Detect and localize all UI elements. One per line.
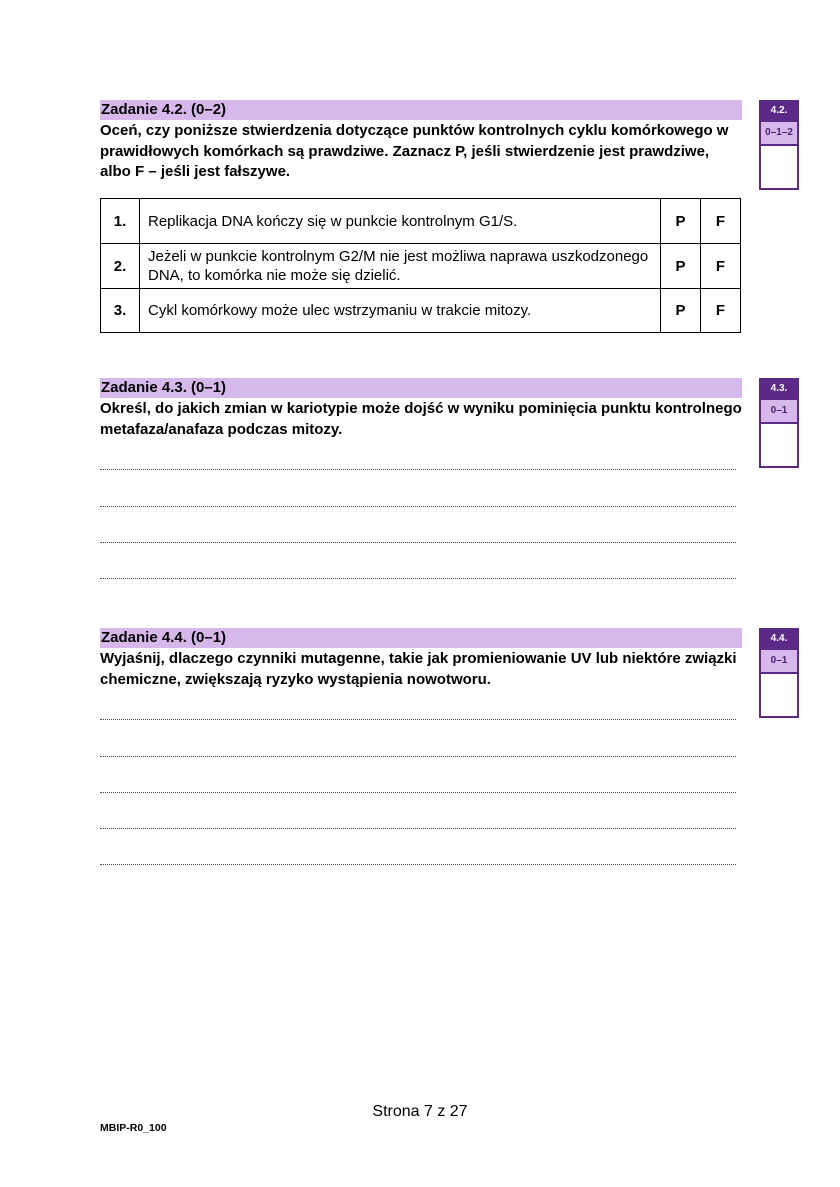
answer-line[interactable] (100, 506, 736, 507)
statement-text: Replikacja DNA kończy się w punkcie kontrolnym G1/S. (140, 199, 661, 244)
answer-line[interactable] (100, 542, 736, 543)
answer-line[interactable] (100, 719, 736, 720)
statement-number: 2. (101, 244, 140, 289)
task-instruction: Oceń, czy poniższe stwierdzenia dotyczące punktów kontrolnych cyklu komórkowego w prawidłowych komórkach są prawdziwe. Zaznacz P, jeśli stwierdzenie jest prawdziwe, albo F – jeśli jest fałszywe. (100, 122, 729, 180)
task-4-2 (100, 100, 742, 183)
score-points: 0–1–2 (759, 122, 799, 144)
task-instruction: Określ, do jakich zmian w kariotypie może dojść w wyniku pominięcia punktu kontrolnego metafaza/anafaza podczas mitozy. (100, 400, 742, 438)
option-true[interactable]: P (661, 244, 701, 289)
score-points: 0–1 (759, 400, 799, 422)
option-false[interactable]: F (701, 244, 741, 289)
score-box-4-4 (759, 628, 799, 718)
statements-table (100, 198, 741, 333)
table-row (101, 289, 741, 333)
option-true[interactable]: P (661, 289, 701, 333)
answer-line[interactable] (100, 756, 736, 757)
score-box-4-3 (759, 378, 799, 468)
score-entry-box[interactable] (759, 144, 799, 190)
answer-line[interactable] (100, 828, 736, 829)
statement-text: Jeżeli w punkcie kontrolnym G2/M nie jest możliwa naprawa uszkodzonego DNA, to komórka nie może się dzielić. (140, 244, 661, 289)
answer-line[interactable] (100, 578, 736, 579)
statement-number: 3. (101, 289, 140, 333)
score-label: 4.2. (759, 100, 799, 122)
table-row (101, 199, 741, 244)
score-label: 4.4. (759, 628, 799, 650)
task-header: Zadanie 4.3. (0–1) (100, 378, 742, 398)
task-instruction: Wyjaśnij, dlaczego czynniki mutagenne, takie jak promieniowanie UV lub niektóre związki chemiczne, zwiększają ryzyko wystąpienia nowotworu. (100, 650, 737, 688)
option-false[interactable]: F (701, 289, 741, 333)
answer-line[interactable] (100, 469, 736, 470)
option-true[interactable]: P (661, 199, 701, 244)
score-entry-box[interactable] (759, 422, 799, 468)
score-box-4-2 (759, 100, 799, 190)
statement-number: 1. (101, 199, 140, 244)
page-number: Strona 7 z 27 (372, 1103, 468, 1120)
task-header: Zadanie 4.2. (0–2) (100, 100, 742, 120)
statement-text: Cykl komórkowy może ulec wstrzymaniu w trakcie mitozy. (140, 289, 661, 333)
answer-line[interactable] (100, 864, 736, 865)
document-code: MBIP-R0_100 (100, 1122, 167, 1134)
score-label: 4.3. (759, 378, 799, 400)
option-false[interactable]: F (701, 199, 741, 244)
score-entry-box[interactable] (759, 672, 799, 718)
task-header: Zadanie 4.4. (0–1) (100, 628, 742, 648)
answer-line[interactable] (100, 792, 736, 793)
task-4-4 (100, 628, 742, 690)
score-points: 0–1 (759, 650, 799, 672)
task-4-3 (100, 378, 742, 440)
table-row (101, 244, 741, 289)
